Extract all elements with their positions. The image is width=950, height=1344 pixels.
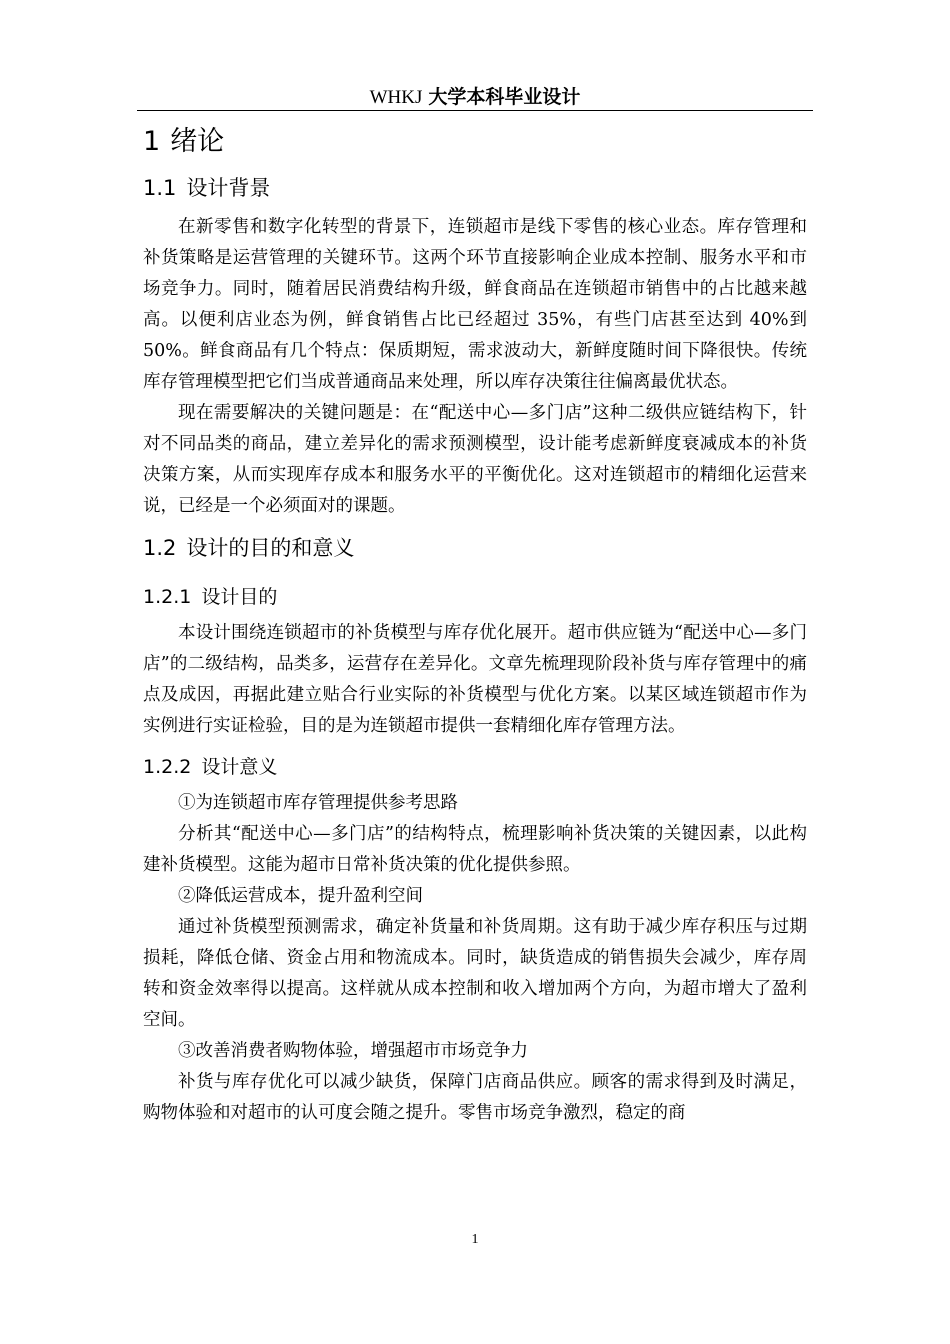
section-title: 设计背景 (186, 176, 271, 200)
section-heading (143, 530, 807, 566)
chapter-number: 1 (143, 126, 161, 157)
subsection-title: 设计意义 (201, 756, 278, 778)
list-item-heading: ②降低运营成本，提升盈利空间 (178, 886, 423, 906)
section-title: 设计的目的和意义 (186, 536, 355, 560)
header-code: WHKJ (369, 87, 423, 108)
document-body (143, 122, 807, 1129)
subsection-number: 1.2.1 (143, 586, 192, 608)
subsection-heading (143, 750, 807, 784)
page-number: 1 (471, 1232, 479, 1247)
page-header (137, 84, 813, 111)
paragraph: 通过补货模型预测需求，确定补货量和补货周期。这有助于减少库存积压与过期损耗，降低仓储、资金占用和物流成本。同时，缺货造成的销售损失会减少，库存周转和资金效率得以提高。这样就从成本控制和收入增加两个方向，为超市增大了盈利空间。 (143, 917, 807, 1030)
paragraph: 分析其“配送中心—多门店”的结构特点，梳理影响补货决策的关键因素，以此构建补货模型。这能为超市日常补货决策的优化提供参照。 (143, 824, 807, 875)
paragraph: 本设计围绕连锁超市的补货模型与库存优化展开。超市供应链为“配送中心—多门店”的二级结构，品类多，运营存在差异化。文章先梳理现阶段补货与库存管理中的痛点及成因，再据此建立贴合行业实际的补货模型与优化方案。以某区域连锁超市作为实例进行实证检验，目的是为连锁超市提供一套精细化库存管理方法。 (143, 623, 807, 736)
chapter-title: 绪论 (170, 126, 225, 157)
paragraph: 现在需要解决的关键问题是：在“配送中心—多门店”这种二级供应链结构下，针对不同品类的商品，建立差异化的需求预测模型，设计能考虑新鲜度衰减成本的补货决策方案，从而实现库存成本和服务水平的平衡优化。这对连锁超市的精细化运营来说，已经是一个必须面对的课题。 (143, 403, 807, 516)
list-item-heading: ①为连锁超市库存管理提供参考思路 (178, 793, 458, 813)
subsection-heading (143, 580, 807, 614)
section-number: 1.1 (143, 176, 177, 200)
chapter-heading (143, 122, 807, 162)
paragraph: 补货与库存优化可以减少缺货，保障门店商品供应。顾客的需求得到及时满足，购物体验和对超市的认可度会随之提升。零售市场竞争激烈，稳定的商 (143, 1072, 807, 1123)
section-heading (143, 170, 807, 206)
list-item-heading: ③改善消费者购物体验，增强超市市场竞争力 (178, 1041, 528, 1061)
subsection-title: 设计目的 (201, 586, 278, 608)
header-title: 大学本科毕业设计 (428, 86, 581, 108)
subsection-number: 1.2.2 (143, 756, 192, 778)
section-number: 1.2 (143, 536, 177, 560)
paragraph: 在新零售和数字化转型的背景下，连锁超市是线下零售的核心业态。库存管理和补货策略是运营管理的关键环节。这两个环节直接影响企业成本控制、服务水平和市场竞争力。同时，随着居民消费结构升级，鲜食商品在连锁超市销售中的占比越来越高。以便利店业态为例，鲜食销售占比已经超过 35%，有些门店甚至达到 40%到 50%。鲜食商品有几个特点：保质期短，需求波动大，新鲜度随时间下降很快。传统库存管理模型把它们当成普通商品来处理，所以库存决策往往偏离最优状态。 (143, 217, 807, 392)
